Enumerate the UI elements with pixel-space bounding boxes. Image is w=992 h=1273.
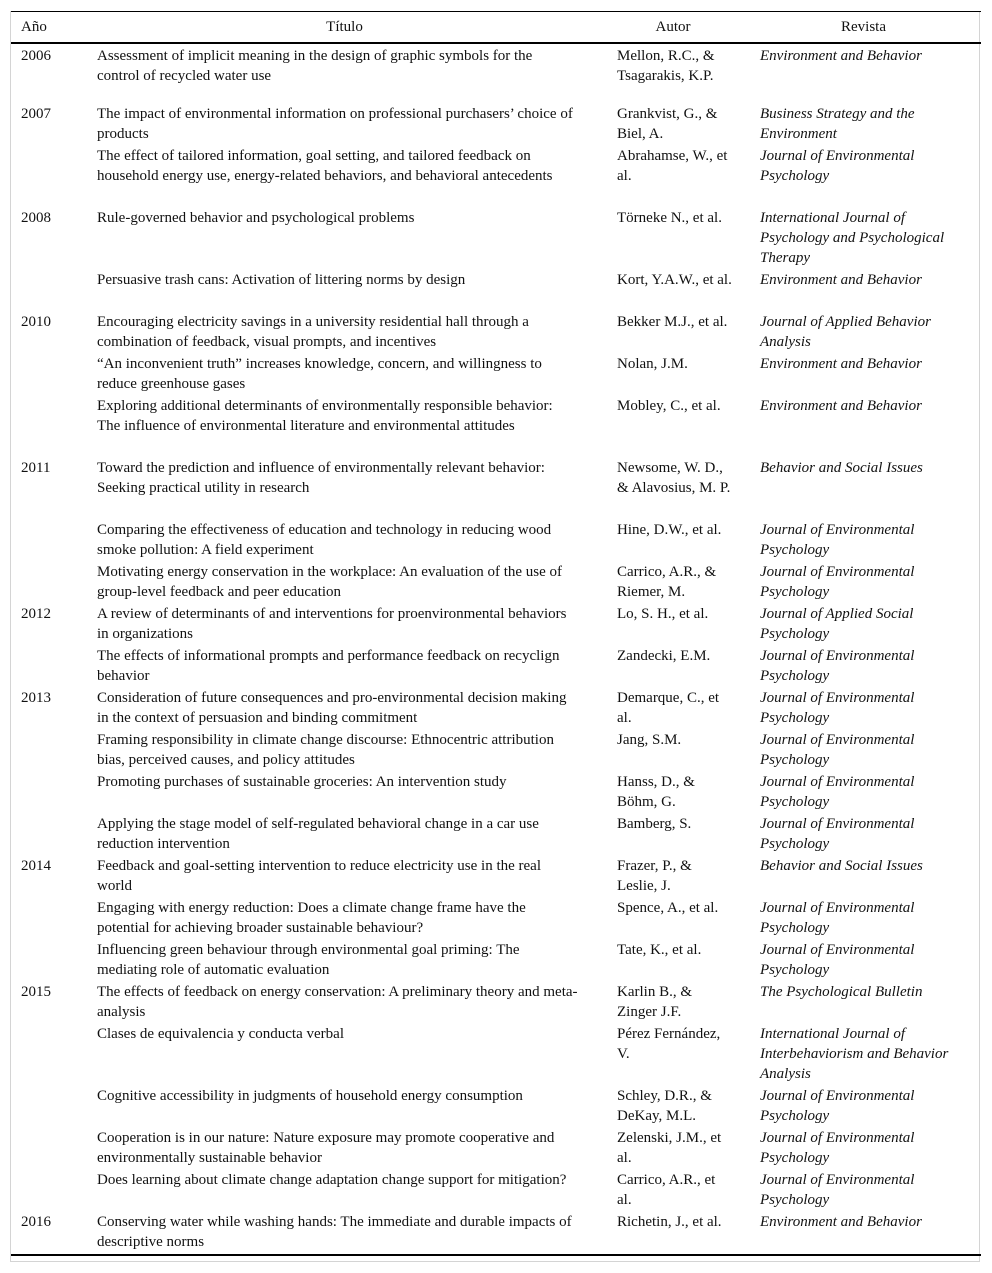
cell-journal: Journal of Environmental Psychology [760, 942, 915, 978]
cell-year [11, 1023, 89, 1085]
table-header [11, 12, 981, 44]
cell-year [11, 729, 89, 771]
table-row [11, 687, 981, 729]
cell-journal: Journal of Environmental Psychology [760, 900, 915, 936]
cell-journal: Environment and Behavior [760, 48, 922, 64]
cell-author: Carrico, A.R., & Riemer, M. [617, 564, 717, 600]
cell-author: Demarque, C., et al. [617, 690, 720, 726]
cell-title: Influencing green behaviour through environmental goal priming: The mediating role of automatic evaluation [97, 942, 520, 978]
table-row [11, 981, 981, 1023]
cell-year [11, 1169, 89, 1211]
table-row [11, 1127, 981, 1169]
cell-title: Cooperation is in our nature: Nature exposure may promote cooperative and environmentally sustainable behavior [97, 1130, 555, 1166]
table-row [11, 855, 981, 897]
cell-year [11, 771, 89, 813]
table-row [11, 1085, 981, 1127]
cell-journal: Journal of Environmental Psychology [760, 732, 915, 768]
cell-year [11, 1127, 89, 1169]
cell-year [11, 353, 89, 395]
table-row [11, 395, 981, 457]
column-header-title: Título [89, 12, 600, 44]
cell-title: Promoting purchases of sustainable groceries: An intervention study [97, 774, 507, 790]
cell-journal: Business Strategy and the Environment [760, 106, 915, 142]
cell-author: Tate, K., et al. [617, 942, 702, 958]
cell-title: A review of determinants of and interventions for proenvironmental behaviors in organizations [97, 606, 567, 642]
cell-author: Frazer, P., & Leslie, J. [617, 858, 692, 894]
cell-year: 2010 [21, 314, 51, 330]
cell-year: 2008 [21, 210, 51, 226]
table-row [11, 269, 981, 311]
cell-title: Assessment of implicit meaning in the design of graphic symbols for the control of recycled water use [97, 48, 533, 84]
cell-title: The effect of tailored information, goal setting, and tailored feedback on household energy use, energy-related behaviors, and behavioral antecedents [97, 148, 553, 184]
cell-year: 2006 [21, 48, 51, 64]
cell-author: Kort, Y.A.W., et al. [617, 272, 732, 288]
table-row [11, 897, 981, 939]
cell-journal: Journal of Environmental Psychology [760, 1130, 915, 1166]
cell-year: 2007 [21, 106, 51, 122]
cell-year [11, 269, 89, 311]
table-row [11, 645, 981, 687]
column-header-author: Autor [600, 12, 746, 44]
cell-author: Spence, A., et al. [617, 900, 719, 916]
table-row [11, 1211, 981, 1255]
cell-title: Engaging with energy reduction: Does a climate change frame have the potential for achieving broader sustainable behaviour? [97, 900, 526, 936]
cell-year [11, 939, 89, 981]
cell-year [11, 395, 89, 457]
cell-year [11, 897, 89, 939]
cell-title: The effects of feedback on energy conservation: A preliminary theory and meta-analysis [97, 984, 578, 1020]
cell-title: Exploring additional determinants of environmentally responsible behavior: The influence of environmental literature and environmental attitudes [97, 398, 553, 434]
cell-journal: Journal of Environmental Psychology [760, 690, 915, 726]
cell-journal: Environment and Behavior [760, 398, 922, 414]
cell-journal: Journal of Environmental Psychology [760, 148, 915, 184]
cell-journal: Journal of Environmental Psychology [760, 1172, 915, 1208]
cell-journal: Journal of Environmental Psychology [760, 564, 915, 600]
table-row [11, 729, 981, 771]
cell-author: Zandecki, E.M. [617, 648, 711, 664]
cell-year: 2013 [21, 690, 51, 706]
table-row [11, 1169, 981, 1211]
table-row [11, 1023, 981, 1085]
cell-title: Feedback and goal-setting intervention to reduce electricity use in the real world [97, 858, 541, 894]
cell-title: Toward the prediction and influence of environmentally relevant behavior: Seeking practical utility in research [97, 460, 545, 496]
cell-author: Schley, D.R., & DeKay, M.L. [617, 1088, 712, 1124]
table-row [11, 939, 981, 981]
cell-title: Comparing the effectiveness of education and technology in reducing wood smoke pollution: A field experiment [97, 522, 552, 558]
cell-author: Hanss, D., & Böhm, G. [617, 774, 695, 810]
cell-title: “An inconvenient truth” increases knowledge, concern, and willingness to reduce greenhouse gases [97, 356, 542, 392]
cell-year [11, 519, 89, 561]
cell-journal: Behavior and Social Issues [760, 460, 923, 476]
table-row [11, 43, 981, 103]
table-row [11, 813, 981, 855]
cell-year: 2012 [21, 606, 51, 622]
cell-title: Motivating energy conservation in the workplace: An evaluation of the use of group-level feedback and peer education [97, 564, 563, 600]
table-body [11, 43, 981, 1255]
cell-author: Hine, D.W., et al. [617, 522, 722, 538]
cell-journal: Behavior and Social Issues [760, 858, 923, 874]
table-row [11, 561, 981, 603]
cell-author: Bamberg, S. [617, 816, 692, 832]
cell-author: Pérez Fernández, V. [617, 1026, 721, 1062]
table-row [11, 771, 981, 813]
table-row [11, 457, 981, 519]
column-header-journal: Revista [746, 12, 981, 44]
cell-title: The impact of environmental information on professional purchasers’ choice of products [97, 106, 573, 142]
cell-year: 2016 [11, 1211, 89, 1255]
cell-journal: International Journal of Interbehaviorism and Behavior Analysis [760, 1026, 949, 1082]
cell-author: Carrico, A.R., et al. [617, 1172, 716, 1208]
cell-title: Does learning about climate change adaptation change support for mitigation? [97, 1172, 567, 1188]
cell-author: Grankvist, G., & Biel, A. [617, 106, 718, 142]
cell-year: 2011 [21, 460, 51, 476]
cell-journal: Journal of Applied Behavior Analysis [760, 314, 931, 350]
table-row [11, 103, 981, 145]
cell-author: Abrahamse, W., et al. [617, 148, 728, 184]
cell-journal: Journal of Environmental Psychology [760, 522, 915, 558]
cell-journal: Environment and Behavior [760, 356, 922, 372]
cell-journal: The Psychological Bulletin [760, 984, 923, 1000]
cell-journal: Journal of Environmental Psychology [760, 774, 915, 810]
cell-title: Rule-governed behavior and psychological problems [97, 210, 415, 226]
cell-title: The effects of informational prompts and performance feedback on recyclign behavior [97, 648, 560, 684]
cell-year [11, 813, 89, 855]
cell-author: Karlin B., & Zinger J.F. [617, 984, 692, 1020]
table-row [11, 145, 981, 207]
header-row [11, 12, 981, 44]
cell-title: Conserving water while washing hands: The immediate and durable impacts of descriptive norms [89, 1211, 600, 1255]
cell-journal: International Journal of Psychology and Psychological Therapy [760, 210, 945, 266]
cell-author: Zelenski, J.M., et al. [617, 1130, 722, 1166]
cell-journal: Journal of Environmental Psychology [760, 816, 915, 852]
cell-title: Applying the stage model of self-regulated behavioral change in a car use reduction intervention [97, 816, 539, 852]
references-table [11, 11, 981, 1256]
cell-author: Richetin, J., et al. [600, 1211, 746, 1255]
cell-year [11, 145, 89, 207]
cell-author: Newsome, W. D., & Alavosius, M. P. [617, 460, 731, 496]
cell-journal: Journal of Environmental Psychology [760, 648, 915, 684]
cell-author: Lo, S. H., et al. [617, 606, 709, 622]
cell-journal: Environment and Behavior [760, 272, 922, 288]
cell-year: 2014 [21, 858, 51, 874]
table-row [11, 519, 981, 561]
cell-author: Bekker M.J., et al. [617, 314, 728, 330]
table-row [11, 207, 981, 269]
cell-title: Framing responsibility in climate change discourse: Ethnocentric attribution bias, perceived causes, and policy attitudes [97, 732, 554, 768]
cell-title: Cognitive accessibility in judgments of household energy consumption [97, 1088, 523, 1104]
cell-year [11, 1085, 89, 1127]
cell-author: Mobley, C., et al. [617, 398, 721, 414]
cell-year [11, 645, 89, 687]
table-row [11, 353, 981, 395]
table-row [11, 603, 981, 645]
cell-journal: Journal of Environmental Psychology [760, 1088, 915, 1124]
cell-journal: Environment and Behavior [746, 1211, 981, 1255]
cell-author: Jang, S.M. [617, 732, 682, 748]
cell-author: Mellon, R.C., & Tsagarakis, K.P. [617, 48, 715, 84]
cell-year [11, 561, 89, 603]
cell-year: 2015 [21, 984, 51, 1000]
cell-author: Törneke N., et al. [617, 210, 722, 226]
column-header-year: Año [11, 12, 89, 44]
cell-journal: Journal of Applied Social Psychology [760, 606, 914, 642]
table-row [11, 311, 981, 353]
cell-title: Encouraging electricity savings in a university residential hall through a combination of feedback, visual prompts, and incentives [97, 314, 529, 350]
cell-title: Consideration of future consequences and pro-environmental decision making in the context of persuasion and binding commitment [97, 690, 567, 726]
cell-author: Nolan, J.M. [617, 356, 688, 372]
cell-title: Clases de equivalencia y conducta verbal [97, 1026, 344, 1042]
cell-title: Persuasive trash cans: Activation of littering norms by design [97, 272, 466, 288]
